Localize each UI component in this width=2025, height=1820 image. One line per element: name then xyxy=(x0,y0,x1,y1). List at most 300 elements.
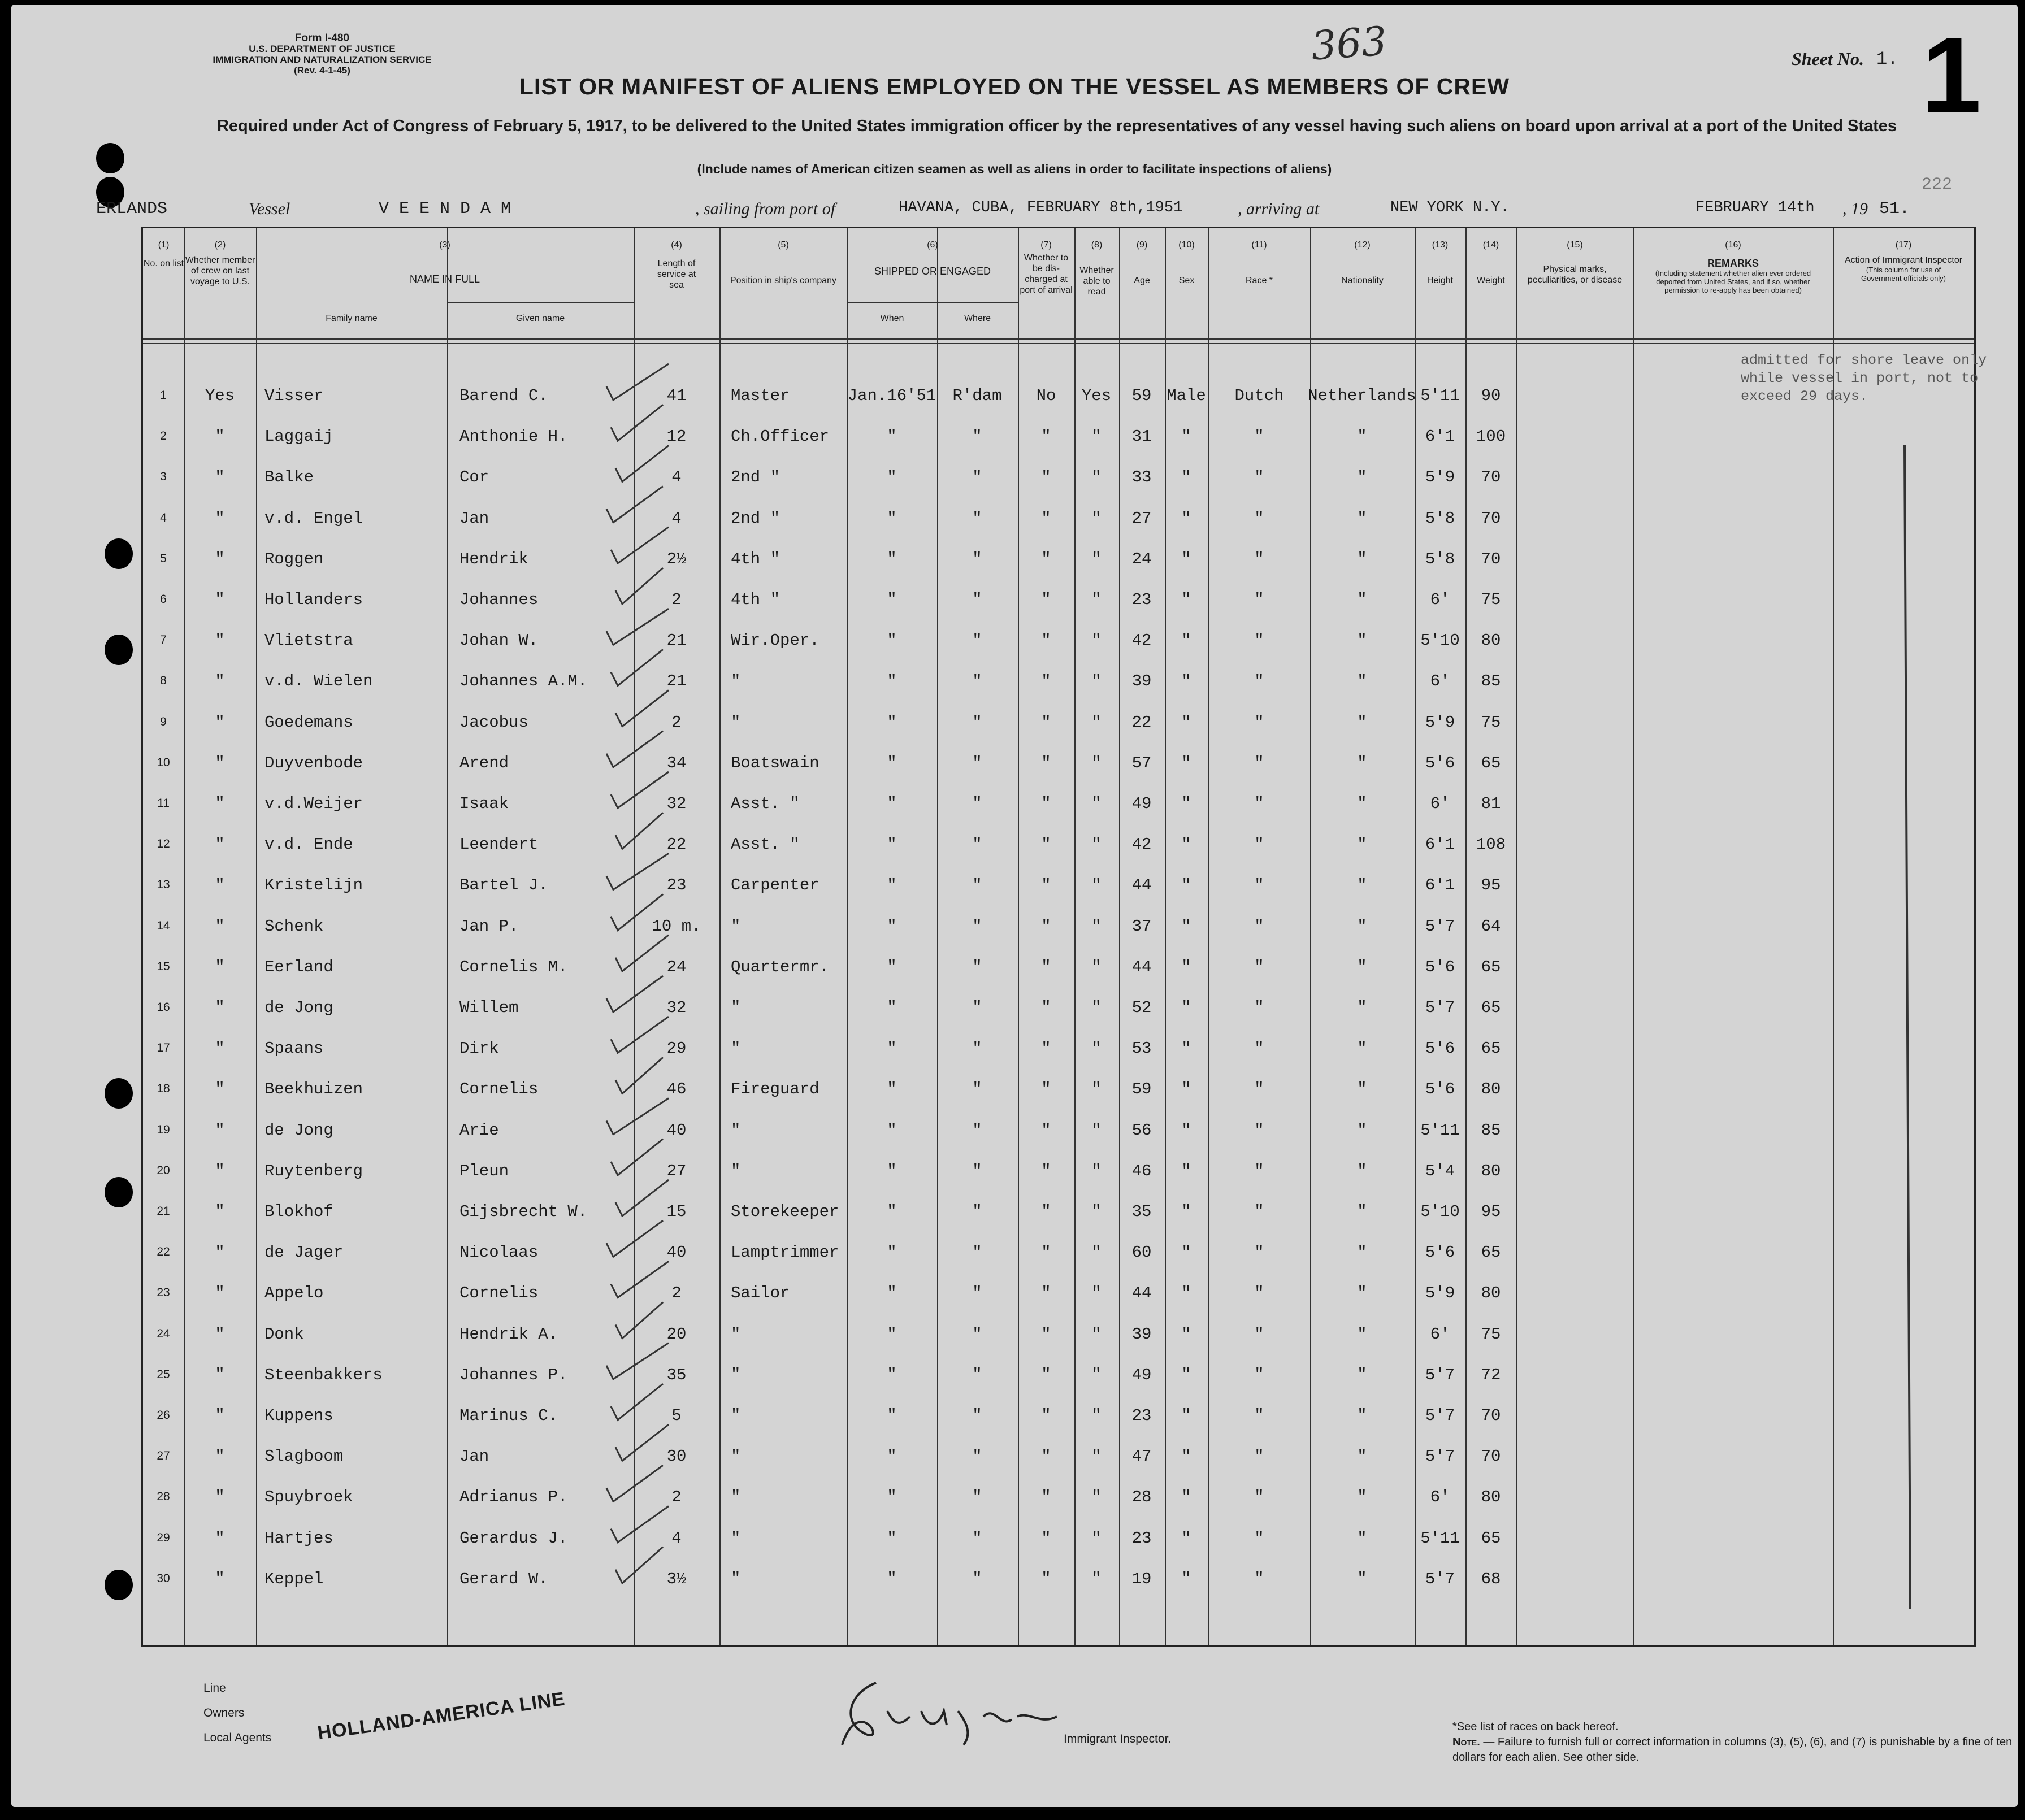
cell-family-name: Spaans xyxy=(264,1039,324,1058)
cell-discharged: " xyxy=(1041,1284,1051,1303)
cell-row-number: 2 xyxy=(160,429,167,443)
cell-shipped-when: Jan.16'51 xyxy=(847,386,936,405)
cell-race: " xyxy=(1254,957,1264,976)
table-row xyxy=(143,948,1974,988)
cell-position: " xyxy=(731,1569,741,1588)
cell-height: 6' xyxy=(1430,672,1450,691)
cell-position: " xyxy=(731,1406,741,1425)
cell-able-to-read: " xyxy=(1091,1365,1102,1384)
tally-check-marks xyxy=(589,347,703,1647)
cell-previous-voyage: " xyxy=(215,713,225,732)
check-mark xyxy=(611,649,663,685)
inspector-pen-stroke xyxy=(1899,445,1916,1609)
header-height: (13) Height xyxy=(1426,240,1454,285)
cell-weight: 81 xyxy=(1481,794,1501,813)
cell-height: 6'1 xyxy=(1425,876,1455,895)
footer-note xyxy=(1452,1719,2018,1765)
inspector-signature xyxy=(825,1671,1063,1750)
cell-nationality: " xyxy=(1357,427,1367,446)
cell-length-of-service: 2 xyxy=(671,1488,682,1507)
cell-discharged: " xyxy=(1041,1324,1051,1344)
cell-shipped-when: " xyxy=(887,957,897,976)
cell-given-name: Arie xyxy=(459,1120,499,1140)
cell-nationality: " xyxy=(1357,753,1367,772)
cell-weight: 70 xyxy=(1481,509,1501,528)
cell-position: 4th " xyxy=(731,590,780,609)
cell-row-number: 10 xyxy=(157,755,170,769)
cell-age: 23 xyxy=(1131,1528,1152,1548)
cell-race: " xyxy=(1254,509,1264,528)
cell-position: " xyxy=(731,1447,741,1466)
cell-weight: 70 xyxy=(1481,468,1501,487)
cell-discharged: " xyxy=(1041,1161,1051,1180)
cell-age: 31 xyxy=(1131,427,1152,446)
cell-shipped-where: " xyxy=(972,876,982,895)
cell-weight: 70 xyxy=(1481,1406,1501,1425)
cell-age: 44 xyxy=(1131,876,1152,895)
cell-position: Sailor xyxy=(731,1284,790,1303)
cell-shipped-when: " xyxy=(887,509,897,528)
cell-length-of-service: 4 xyxy=(671,509,682,528)
cell-sex: " xyxy=(1181,509,1191,528)
cell-family-name: Eerland xyxy=(264,957,333,976)
cell-nationality: " xyxy=(1357,1365,1367,1384)
table-row xyxy=(143,1152,1974,1192)
cell-race: " xyxy=(1254,468,1264,487)
service-name: IMMIGRATION AND NATURALIZATION SERVICE xyxy=(213,54,432,65)
table-row xyxy=(143,1315,1974,1356)
cell-row-number: 16 xyxy=(157,1001,170,1014)
cell-discharged: " xyxy=(1041,794,1051,813)
header-no: (1) No. on list xyxy=(143,240,184,268)
cell-age: 42 xyxy=(1131,835,1152,854)
page-stamp: 222 xyxy=(1922,175,1953,194)
cell-sex: " xyxy=(1181,876,1191,895)
cell-length-of-service: 21 xyxy=(666,672,687,691)
cell-position: " xyxy=(731,713,741,732)
cell-position: 2nd " xyxy=(731,509,780,528)
header-age: (9) Age xyxy=(1134,240,1150,285)
cell-shipped-when: " xyxy=(887,631,897,650)
cell-length-of-service: 34 xyxy=(666,753,687,772)
cell-length-of-service: 32 xyxy=(666,794,687,813)
check-mark xyxy=(615,568,663,604)
cell-age: 35 xyxy=(1131,1202,1152,1221)
cell-age: 23 xyxy=(1131,1406,1152,1425)
table-row xyxy=(143,1356,1974,1396)
cell-nationality: " xyxy=(1357,998,1367,1017)
cell-given-name: Cornelis M. xyxy=(459,957,568,976)
arriving-label: , arriving at xyxy=(1238,199,1320,218)
cell-family-name: Schenk xyxy=(264,916,324,936)
cell-race: " xyxy=(1254,794,1264,813)
table-row xyxy=(143,866,1974,906)
cell-shipped-when: " xyxy=(887,590,897,609)
cell-position: " xyxy=(731,1488,741,1507)
cell-shipped-where: " xyxy=(972,468,982,487)
cell-able-to-read: " xyxy=(1091,1447,1102,1466)
cell-position: " xyxy=(731,1039,741,1058)
manifest-sheet xyxy=(11,5,2018,1807)
table-row xyxy=(143,499,1974,540)
check-mark xyxy=(611,1017,669,1053)
cell-previous-voyage: " xyxy=(215,1284,225,1303)
cell-sex: " xyxy=(1181,957,1191,976)
header-physical-marks: (15) Physical marks, peculiarities, or disease xyxy=(1527,240,1623,285)
cell-shipped-when: " xyxy=(887,1447,897,1466)
cell-position: Asst. " xyxy=(731,794,800,813)
cell-height: 5'6 xyxy=(1425,1039,1455,1058)
cell-previous-voyage: " xyxy=(215,1080,225,1099)
cell-weight: 65 xyxy=(1481,957,1501,976)
cell-given-name: Leendert xyxy=(459,835,539,854)
cell-sex: " xyxy=(1181,835,1191,854)
cell-height: 5'9 xyxy=(1425,468,1455,487)
cell-discharged: " xyxy=(1041,1202,1051,1221)
year-prefix: , 19 xyxy=(1842,199,1868,218)
cell-weight: 75 xyxy=(1481,590,1501,609)
cell-previous-voyage: " xyxy=(215,1528,225,1548)
cell-sex: " xyxy=(1181,1488,1191,1507)
cell-length-of-service: 32 xyxy=(666,998,687,1017)
cell-race: " xyxy=(1254,998,1264,1017)
cell-position: Storekeeper xyxy=(731,1202,839,1221)
cell-discharged: " xyxy=(1041,1528,1051,1548)
cell-able-to-read: " xyxy=(1091,468,1102,487)
cell-shipped-when: " xyxy=(887,1406,897,1425)
cell-row-number: 7 xyxy=(160,633,167,647)
cell-able-to-read: " xyxy=(1091,713,1102,732)
cell-row-number: 13 xyxy=(157,878,170,892)
arrival-date: FEBRUARY 14th xyxy=(1696,199,1815,216)
cell-shipped-where: " xyxy=(972,1488,982,1507)
cell-shipped-when: " xyxy=(887,1365,897,1384)
cell-discharged: " xyxy=(1041,672,1051,691)
cell-previous-voyage: " xyxy=(215,1488,225,1507)
cell-length-of-service: 40 xyxy=(666,1120,687,1140)
cell-race: " xyxy=(1254,1488,1264,1507)
check-mark xyxy=(615,690,669,727)
cell-race: Dutch xyxy=(1234,386,1284,405)
inspector-label: Immigrant Inspector. xyxy=(1064,1732,1172,1745)
cell-height: 5'11 xyxy=(1420,386,1460,405)
cell-shipped-where: " xyxy=(972,1161,982,1180)
cell-shipped-where: " xyxy=(972,672,982,691)
cell-able-to-read: " xyxy=(1091,1528,1102,1548)
header-when: When xyxy=(880,314,904,323)
vessel-flag: ERLANDS xyxy=(96,199,168,219)
cell-position: Carpenter xyxy=(731,876,819,895)
cell-nationality: " xyxy=(1357,631,1367,650)
check-mark xyxy=(615,1057,663,1093)
cell-discharged: " xyxy=(1041,1447,1051,1466)
cell-given-name: Jan xyxy=(459,1447,489,1466)
cell-age: 27 xyxy=(1131,509,1152,528)
cell-given-name: Arend xyxy=(459,753,509,772)
cell-position: Boatswain xyxy=(731,753,819,772)
cell-nationality: " xyxy=(1357,1284,1367,1303)
cell-previous-voyage: " xyxy=(215,1447,225,1466)
cell-shipped-when: " xyxy=(887,1039,897,1058)
cell-shipped-when: " xyxy=(887,713,897,732)
cell-height: 5'6 xyxy=(1425,753,1455,772)
cell-given-name: Marinus C. xyxy=(459,1406,558,1425)
cell-height: 5'7 xyxy=(1425,1406,1455,1425)
table-row xyxy=(143,744,1974,784)
header-sex: (10) Sex xyxy=(1178,240,1195,285)
cell-discharged: " xyxy=(1041,1039,1051,1058)
cell-row-number: 23 xyxy=(157,1286,170,1300)
arrival-year: 51. xyxy=(1879,199,1910,219)
note-label: Note. xyxy=(1452,1736,1480,1748)
cell-discharged: " xyxy=(1041,1243,1051,1262)
holland-america-stamp: HOLLAND-AMERICA LINE xyxy=(316,1688,567,1744)
cell-height: 5'9 xyxy=(1425,713,1455,732)
header-race: (11) Race * xyxy=(1245,240,1273,285)
header-name: (3) NAME IN FULL xyxy=(409,240,480,285)
punch-hole xyxy=(105,635,133,665)
cell-shipped-when: " xyxy=(887,1324,897,1344)
cell-nationality: " xyxy=(1357,713,1367,732)
cell-previous-voyage: " xyxy=(215,1406,225,1425)
cell-age: 44 xyxy=(1131,957,1152,976)
handwritten-file-number: 363 xyxy=(1309,18,1389,70)
cell-discharged: " xyxy=(1041,916,1051,936)
cell-nationality: " xyxy=(1357,1569,1367,1588)
cell-race: " xyxy=(1254,1080,1264,1099)
cell-length-of-service: 12 xyxy=(666,427,687,446)
form-revision: (Rev. 4-1-45) xyxy=(294,65,350,76)
cell-family-name: Hartjes xyxy=(264,1528,333,1548)
cell-nationality: " xyxy=(1357,876,1367,895)
cell-length-of-service: 4 xyxy=(671,468,682,487)
cell-race: " xyxy=(1254,1324,1264,1344)
table-row xyxy=(143,1111,1974,1152)
cell-sex: " xyxy=(1181,1406,1191,1425)
cell-nationality: " xyxy=(1357,1447,1367,1466)
cell-given-name: Jacobus xyxy=(459,713,528,732)
cell-shipped-where: " xyxy=(972,1324,982,1344)
cell-family-name: Slagboom xyxy=(264,1447,344,1466)
cell-able-to-read: " xyxy=(1091,590,1102,609)
cell-race: " xyxy=(1254,876,1264,895)
table-row xyxy=(143,1396,1974,1437)
cell-given-name: Johan W. xyxy=(459,631,539,650)
header-service: (4) Length of service at sea xyxy=(657,240,696,290)
cell-position: " xyxy=(731,672,741,691)
cell-nationality: " xyxy=(1357,835,1367,854)
table-row xyxy=(143,825,1974,866)
cell-given-name: Cornelis xyxy=(459,1284,539,1303)
cell-age: 49 xyxy=(1131,1365,1152,1384)
cell-shipped-when: " xyxy=(887,835,897,854)
departure-port: HAVANA, CUBA, FEBRUARY 8th,1951 xyxy=(899,199,1183,216)
cell-previous-voyage: " xyxy=(215,468,225,487)
cell-length-of-service: 41 xyxy=(666,386,687,405)
cell-discharged: " xyxy=(1041,1569,1051,1588)
cell-weight: 80 xyxy=(1481,1161,1501,1180)
cell-discharged: " xyxy=(1041,468,1051,487)
check-mark xyxy=(611,1506,669,1543)
cell-height: 5'4 xyxy=(1425,1161,1455,1180)
cell-shipped-when: " xyxy=(887,1080,897,1099)
cell-family-name: Beekhuizen xyxy=(264,1080,363,1099)
crew-table xyxy=(141,227,1976,1647)
cell-row-number: 19 xyxy=(157,1123,170,1136)
cell-able-to-read: " xyxy=(1091,631,1102,650)
table-row xyxy=(143,1070,1974,1110)
cell-shipped-when: " xyxy=(887,1569,897,1588)
cell-height: 5'8 xyxy=(1425,549,1455,568)
cell-race: " xyxy=(1254,1447,1264,1466)
cell-previous-voyage: " xyxy=(215,835,225,854)
cell-age: 39 xyxy=(1131,1324,1152,1344)
check-mark xyxy=(606,853,669,889)
cell-race: " xyxy=(1254,1161,1264,1180)
cell-nationality: " xyxy=(1357,1406,1367,1425)
sailing-label: , sailing from port of xyxy=(695,199,836,218)
cell-sex: " xyxy=(1181,1528,1191,1548)
cell-shipped-where: " xyxy=(972,713,982,732)
cell-length-of-service: 21 xyxy=(666,631,687,650)
cell-shipped-where: " xyxy=(972,916,982,936)
cell-shipped-where: " xyxy=(972,1569,982,1588)
cell-shipped-where: " xyxy=(972,1447,982,1466)
cell-able-to-read: " xyxy=(1091,794,1102,813)
cell-family-name: v.d. Engel xyxy=(264,509,363,528)
cell-nationality: " xyxy=(1357,794,1367,813)
cell-weight: 72 xyxy=(1481,1365,1501,1384)
cell-row-number: 26 xyxy=(157,1409,170,1422)
cell-position: Fireguard xyxy=(731,1080,819,1099)
table-row xyxy=(143,784,1974,825)
arrival-port: NEW YORK N.Y. xyxy=(1390,199,1510,216)
cell-family-name: v.d. Wielen xyxy=(264,672,373,691)
cell-row-number: 14 xyxy=(157,919,170,932)
cell-age: 37 xyxy=(1131,916,1152,936)
cell-given-name: Gijsbrecht W. xyxy=(459,1202,588,1221)
cell-given-name: Johannes A.M. xyxy=(459,672,588,691)
cell-previous-voyage: " xyxy=(215,1569,225,1588)
cell-weight: 65 xyxy=(1481,1528,1501,1548)
cell-shipped-where: " xyxy=(972,427,982,446)
cell-position: Ch.Officer xyxy=(731,427,830,446)
cell-row-number: 24 xyxy=(157,1327,170,1340)
punch-hole xyxy=(105,1570,133,1600)
cell-family-name: Spuybroek xyxy=(264,1488,353,1507)
cell-length-of-service: 2 xyxy=(671,713,682,732)
cell-weight: 85 xyxy=(1481,672,1501,691)
cell-shipped-when: " xyxy=(887,876,897,895)
cell-row-number: 20 xyxy=(157,1163,170,1177)
table-row xyxy=(143,1478,1974,1518)
cell-family-name: Goedemans xyxy=(264,713,353,732)
cell-age: 19 xyxy=(1131,1569,1152,1588)
cell-able-to-read: " xyxy=(1091,672,1102,691)
cell-shipped-when: " xyxy=(887,549,897,568)
cell-nationality: Netherlands xyxy=(1308,386,1416,405)
cell-able-to-read: " xyxy=(1091,1488,1102,1507)
sheet-big-number: 1 xyxy=(1922,15,1981,135)
cell-weight: 95 xyxy=(1481,1202,1501,1221)
cell-given-name: Gerard W. xyxy=(459,1569,548,1588)
header-family-name: Family name xyxy=(326,314,378,323)
cell-race: " xyxy=(1254,1569,1264,1588)
cell-family-name: Kristelijn xyxy=(264,876,363,895)
cell-shipped-where: " xyxy=(972,1080,982,1099)
cell-given-name: Hendrik A. xyxy=(459,1324,558,1344)
cell-age: 59 xyxy=(1131,386,1152,405)
cell-row-number: 12 xyxy=(157,837,170,851)
cell-given-name: Johannes xyxy=(459,590,539,609)
cell-age: 23 xyxy=(1131,590,1152,609)
cell-previous-voyage: " xyxy=(215,427,225,446)
cell-discharged: " xyxy=(1041,1406,1051,1425)
cell-row-number: 27 xyxy=(157,1449,170,1463)
cell-height: 5'10 xyxy=(1420,631,1460,650)
table-row xyxy=(143,988,1974,1029)
cell-previous-voyage: " xyxy=(215,753,225,772)
cell-length-of-service: 22 xyxy=(666,835,687,854)
cell-discharged: " xyxy=(1041,1365,1051,1384)
cell-sex: " xyxy=(1181,794,1191,813)
cell-position: " xyxy=(731,916,741,936)
cell-discharged: " xyxy=(1041,509,1051,528)
cell-family-name: Visser xyxy=(264,386,324,405)
cell-race: " xyxy=(1254,1365,1264,1384)
check-mark xyxy=(606,1465,663,1501)
cell-sex: " xyxy=(1181,998,1191,1017)
cell-given-name: Willem xyxy=(459,998,519,1017)
cell-height: 5'11 xyxy=(1420,1528,1460,1548)
cell-age: 57 xyxy=(1131,753,1152,772)
cell-shipped-where: " xyxy=(972,1365,982,1384)
cell-height: 6'1 xyxy=(1425,835,1455,854)
cell-discharged: " xyxy=(1041,998,1051,1017)
cell-weight: 80 xyxy=(1481,1080,1501,1099)
cell-nationality: " xyxy=(1357,1488,1367,1507)
cell-able-to-read: " xyxy=(1091,1080,1102,1099)
table-row xyxy=(143,1192,1974,1233)
check-mark xyxy=(615,1302,663,1339)
cell-previous-voyage: " xyxy=(215,1365,225,1384)
cell-sex: " xyxy=(1181,1324,1191,1344)
cell-family-name: de Jong xyxy=(264,998,333,1017)
cell-length-of-service: 4 xyxy=(671,1528,682,1548)
check-mark xyxy=(606,487,663,523)
cell-position: Master xyxy=(731,386,790,405)
header-nationality: (12) Nationality xyxy=(1341,240,1384,285)
cell-sex: " xyxy=(1181,1080,1191,1099)
cell-sex: " xyxy=(1181,468,1191,487)
cell-given-name: Anthonie H. xyxy=(459,427,568,446)
cell-length-of-service: 24 xyxy=(666,957,687,976)
cell-race: " xyxy=(1254,1039,1264,1058)
check-mark xyxy=(615,1180,669,1216)
cell-age: 39 xyxy=(1131,672,1152,691)
cell-age: 56 xyxy=(1131,1120,1152,1140)
cell-shipped-when: " xyxy=(887,1488,897,1507)
cell-weight: 64 xyxy=(1481,916,1501,936)
cell-race: " xyxy=(1254,916,1264,936)
manifest-title: LIST OR MANIFEST OF ALIENS EMPLOYED ON THE VESSEL AS MEMBERS OF CREW xyxy=(519,73,1510,99)
cell-weight: 70 xyxy=(1481,549,1501,568)
cell-shipped-when: " xyxy=(887,794,897,813)
cell-previous-voyage: " xyxy=(215,1243,225,1262)
cell-height: 5'8 xyxy=(1425,509,1455,528)
header-shipped: (6) SHIPPED OR ENGAGED xyxy=(874,240,991,277)
cell-row-number: 9 xyxy=(160,715,167,728)
